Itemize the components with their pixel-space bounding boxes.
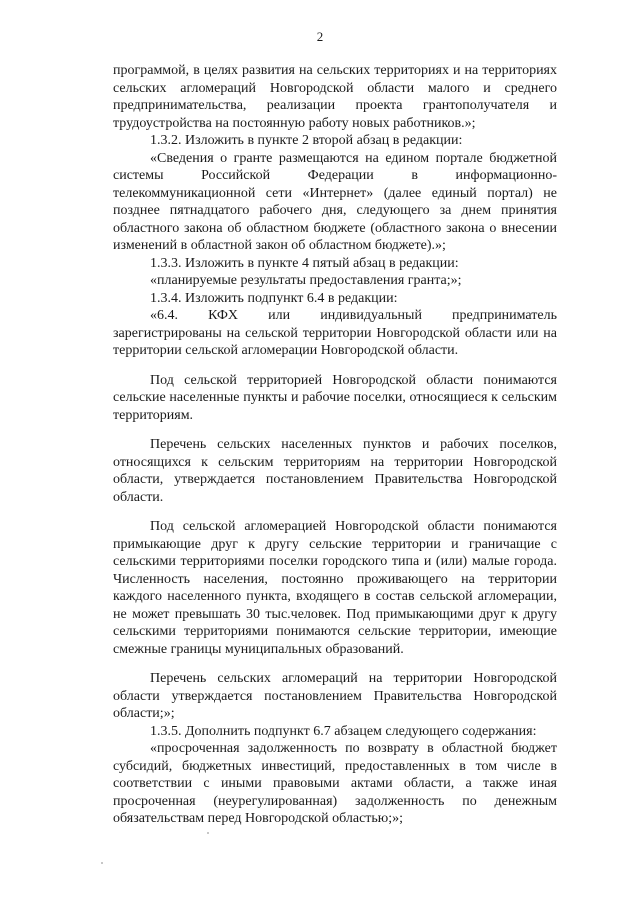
scan-speck — [207, 832, 209, 834]
paragraph-9: Перечень сельских населенных пунктов и рабочих поселков, относящихся к сельским территориям на территории Новгородской области, утверждается постановлением Правительства Новгородской области. — [113, 437, 557, 505]
paragraph-13: «просроченная задолженность по возврату в областной бюджет субсидий, бюджетных инвестиций, предоставленных в том числе в соответствии с иными правовыми актами области, а также иная просроченная (неурегулированная) задолженность по денежным обязательствам перед Новгородской областью;»; — [113, 741, 557, 826]
scan-speck — [101, 862, 103, 864]
paragraph-6: 1.3.4. Изложить подпункт 6.4 в редакции: — [150, 290, 398, 306]
paragraph-8: Под сельской территорией Новгородской области понимаются сельские населенные пункты и рабочие поселки, относящиеся к сельским территориям. — [113, 372, 557, 423]
paragraph-11: Перечень сельских агломераций на территории Новгородской области утверждается постановлением Правительства Новгородской области;»; — [113, 671, 557, 721]
paragraph-10: Под сельской агломерацией Новгородской области понимаются примыкающие друг к другу сельские территории и граничащие с сельскими территориями поселки городского типа и (или) малые города. Численность населения, постоянно проживающего на территории каждого населенного пункта, входящего в состав сельской агломерации, не может превышать 30 тыс.человек. Под примыкающими друг к другу сельскими территориями понимаются сельские территории, имеющие смежные границы муниципальных образований. — [113, 519, 557, 657]
page-number: 2 — [316, 29, 324, 44]
paragraph-12: 1.3.5. Дополнить подпункт 6.7 абзацем следующего содержания: — [150, 723, 537, 739]
paragraph-7: «6.4. КФХ или индивидуальный предприниматель зарегистрированы на сельской территории Новгородской области или на территории сельской агломерации Новгородской области. — [113, 308, 557, 358]
paragraph-1: программой, в целях развития на сельских территориях и на территориях сельских агломераций Новгородской области малого и среднего предпринимательства, реализации проекта грантополучателя и трудоустройства на постоянную работу новых работников.»; — [113, 63, 557, 131]
paragraph-5: «планируемые результаты предоставления гранта;»; — [150, 273, 462, 288]
paragraph-4: 1.3.3. Изложить в пункте 4 пятый абзац в редакции: — [150, 255, 459, 271]
document-body — [113, 62, 557, 828]
paragraph-3: «Сведения о гранте размещаются на едином портале бюджетной системы Российской Федерации в информационно-телекоммуникационной сети «Интернет» (далее единый портал) не позднее пятнадцатого рабочего дня, следующего за днем принятия областного закона об областном бюджете (областного закона о внесении изменений в областной закон об областном бюджете).»; — [113, 150, 557, 253]
paragraph-2: 1.3.2. Изложить в пункте 2 второй абзац в редакции: — [150, 133, 463, 148]
